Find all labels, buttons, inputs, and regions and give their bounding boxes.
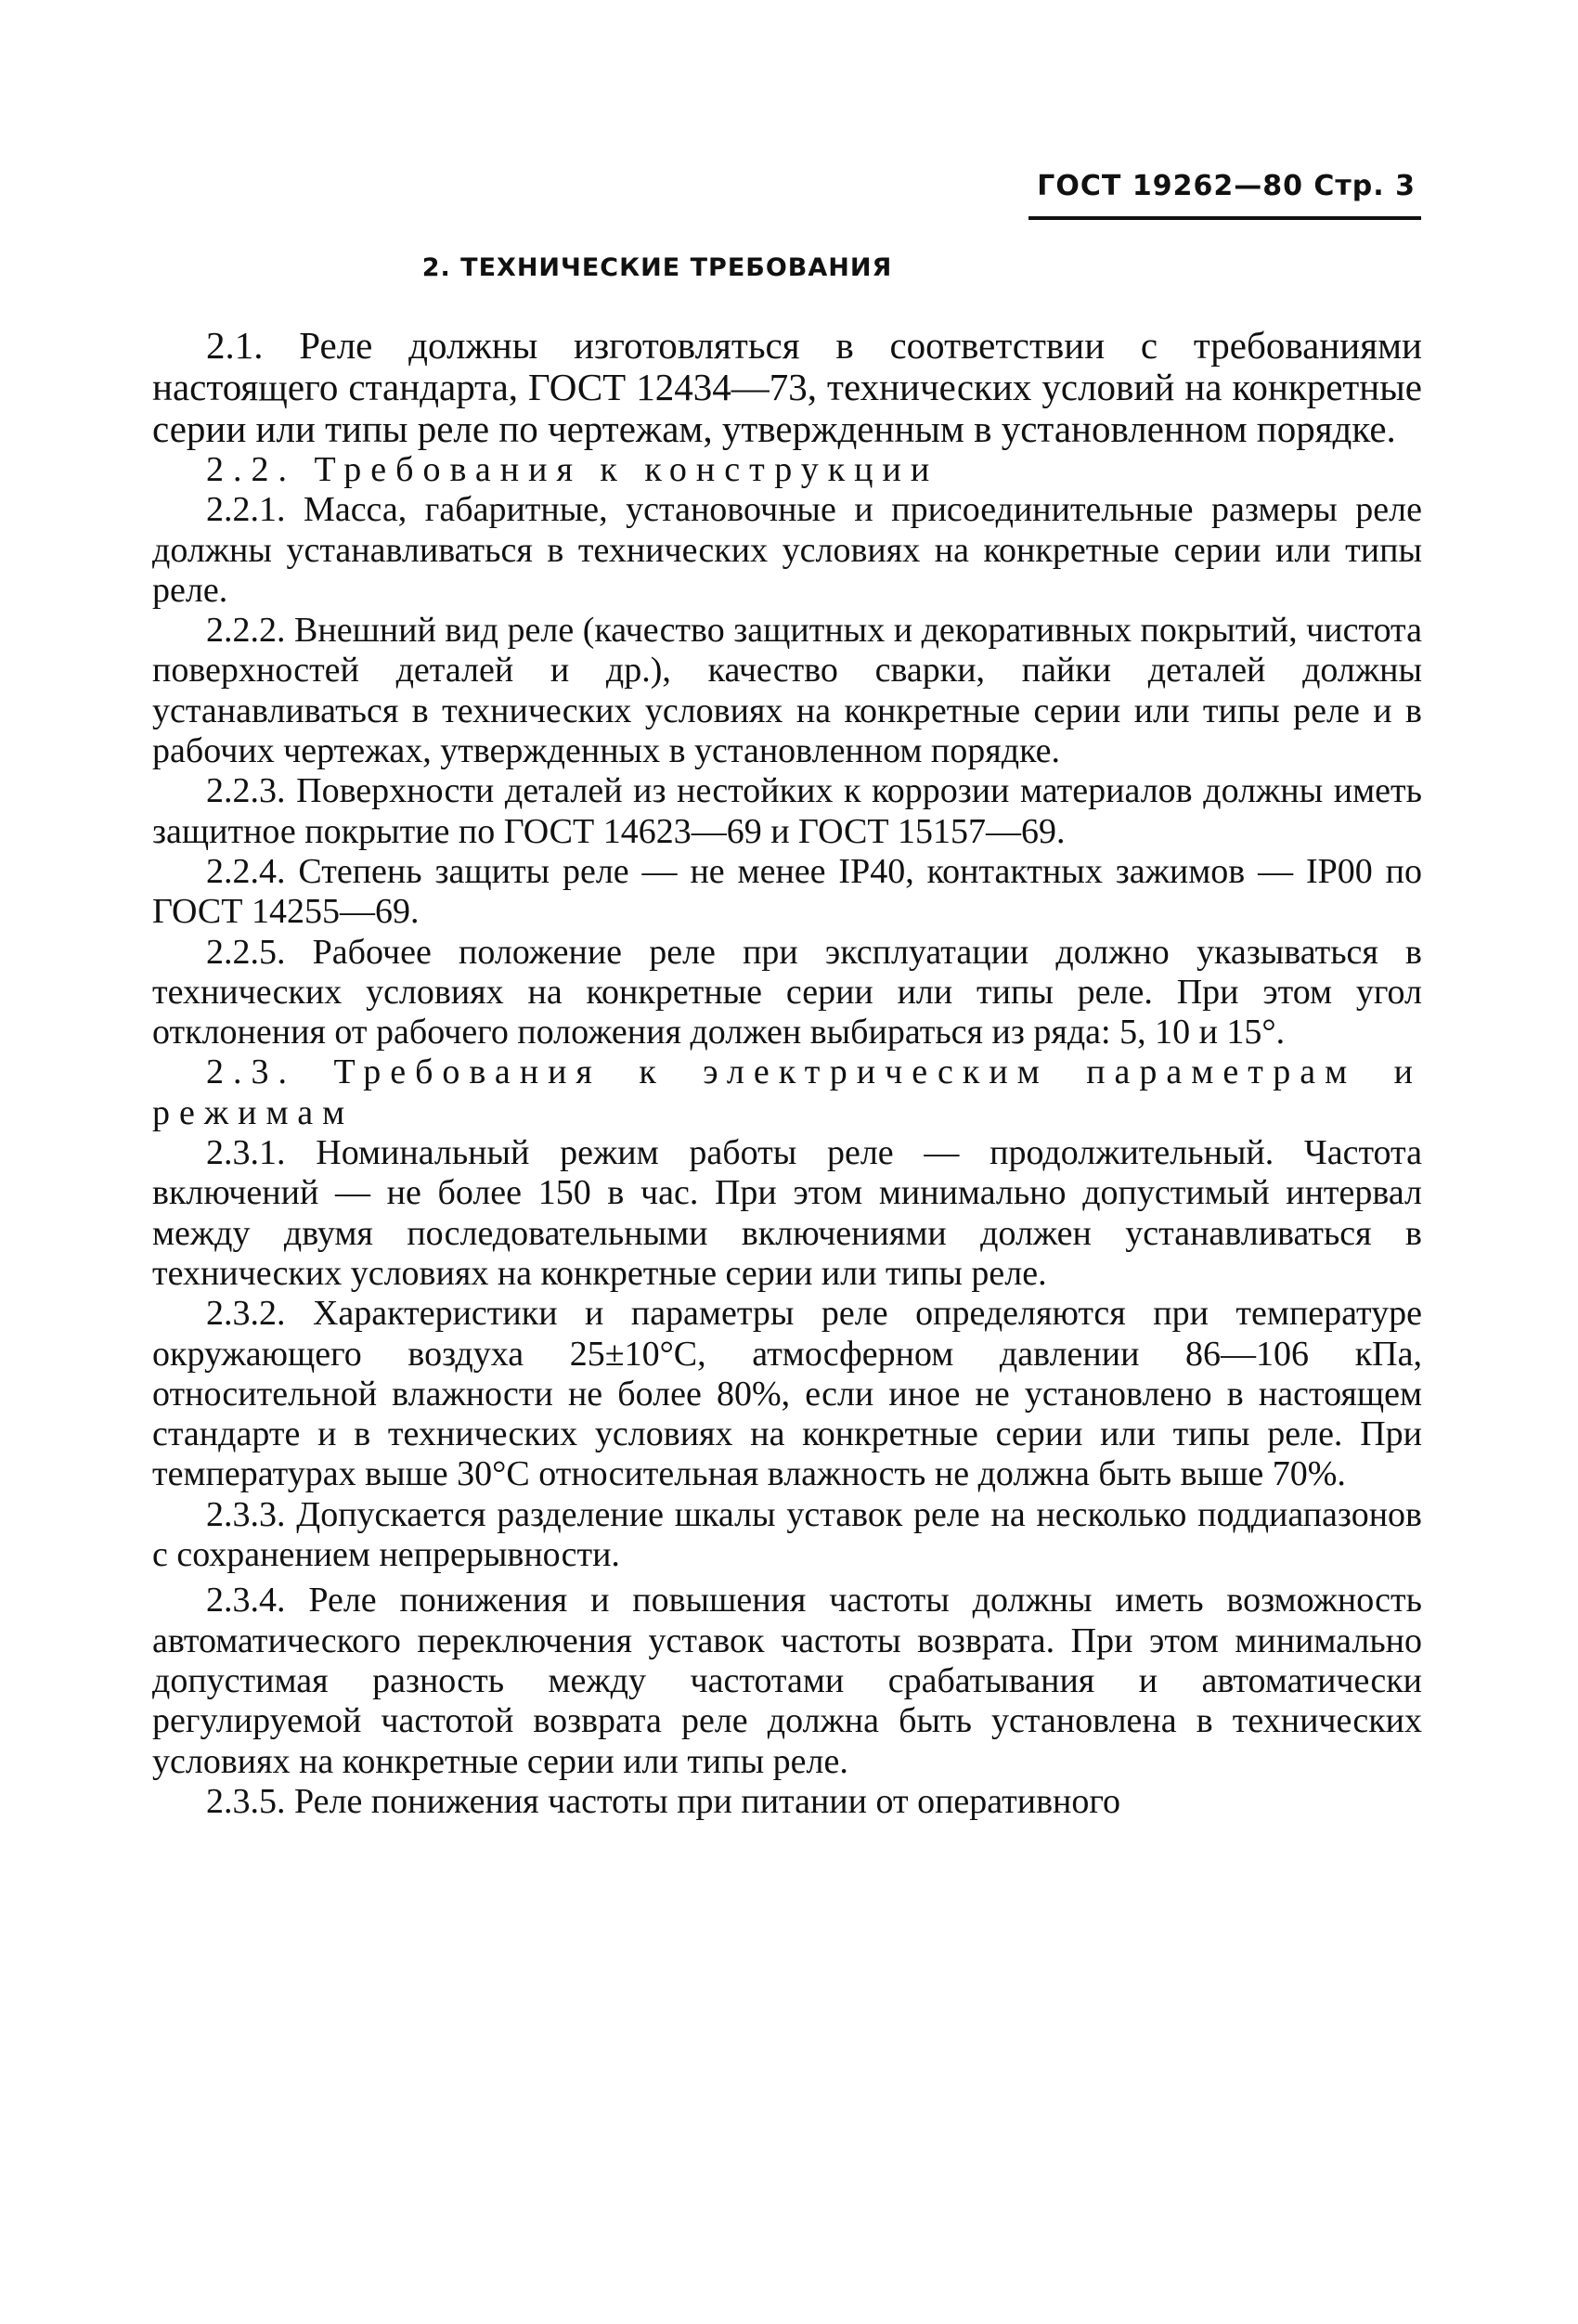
paragraph-2-2-1: 2.2.1. Масса, габаритные, установочные и присоединительные размеры реле должны устанавливаться в технических условиях на конкретные серии или типы реле. xyxy=(152,490,1422,610)
page-header: ГОСТ 19262—80 Стр. 3 xyxy=(1037,170,1416,202)
subheading-2-3: 2.3. Требования к электрическим параметрам и режимам xyxy=(152,1052,1422,1132)
paragraph-2-2-4: 2.2.4. Степень защиты реле — не менее IP40, контактных зажимов — IP00 по ГОСТ 14255—69. xyxy=(152,851,1422,932)
paragraph-2-3-2: 2.3.2. Характеристики и параметры реле определяются при температуре окружающего воздуха 25±10°С, атмосферном давлении 86—106 кПа, относительной влажности не более 80%, если иное не установлено в настоящем стандарте и в технических условиях на конкретные серии или типы реле. При температурах выше 30°С относительная влажность не должна быть выше 70%. xyxy=(152,1294,1422,1494)
paragraph-2-2-5: 2.2.5. Рабочее положение реле при эксплуатации должно указываться в технических условиях на конкретные серии или типы реле. При этом угол отклонения от рабочего положения должен выбираться из ряда: 5, 10 и 15°. xyxy=(152,932,1422,1052)
paragraph-2-2-3: 2.2.3. Поверхности деталей из нестойких к коррозии материалов должны иметь защитное покрытие по ГОСТ 14623—69 и ГОСТ 15157—69. xyxy=(152,771,1422,851)
section-title: 2. ТЕХНИЧЕСКИЕ ТРЕБОВАНИЯ xyxy=(421,253,893,282)
header-rule xyxy=(1028,216,1421,220)
paragraph-2-3-4: 2.3.4. Реле понижения и повышения частоты должны иметь возможность автоматического переключения уставок частоты возврата. При этом минимально допустимая разность между частотами срабатывания и автоматически регулируемой частотой возврата реле должна быть установлена в технических условиях на конкретные серии или типы реле. xyxy=(152,1581,1422,1781)
paragraph-2-1: 2.1. Реле должны изготовляться в соответствии с требованиями настоящего стандарта, ГОСТ 12434—73, технических условий на конкретные серии или типы реле по чертежам, утвержденным в установленном порядке. xyxy=(152,324,1422,450)
paragraph-2-3-1: 2.3.1. Номинальный режим работы реле — продолжительный. Частота включений — не более 150 в час. При этом минимально допустимый интервал между двумя последовательными включениями должен устанавливаться в технических условиях на конкретные серии или типы реле. xyxy=(152,1133,1422,1293)
paragraph-2-3-5: 2.3.5. Реле понижения частоты при питании от оперативного xyxy=(206,1781,1121,1821)
document-body xyxy=(152,325,1422,1822)
paragraph-2-2-2: 2.2.2. Внешний вид реле (качество защитных и декоративных покрытий, чистота поверхностей деталей и др.), качество сварки, пайки деталей должны устанавливаться в технических условиях на конкретные серии или типы реле и в рабочих чертежах, утвержденных в установленном порядке. xyxy=(152,611,1422,771)
paragraph-2-3-3: 2.3.3. Допускается разделение шкалы уставок реле на несколько поддиапазонов с сохранением непрерывности. xyxy=(152,1494,1422,1575)
subheading-2-2: 2.2. Требования к конструкции xyxy=(206,450,939,489)
